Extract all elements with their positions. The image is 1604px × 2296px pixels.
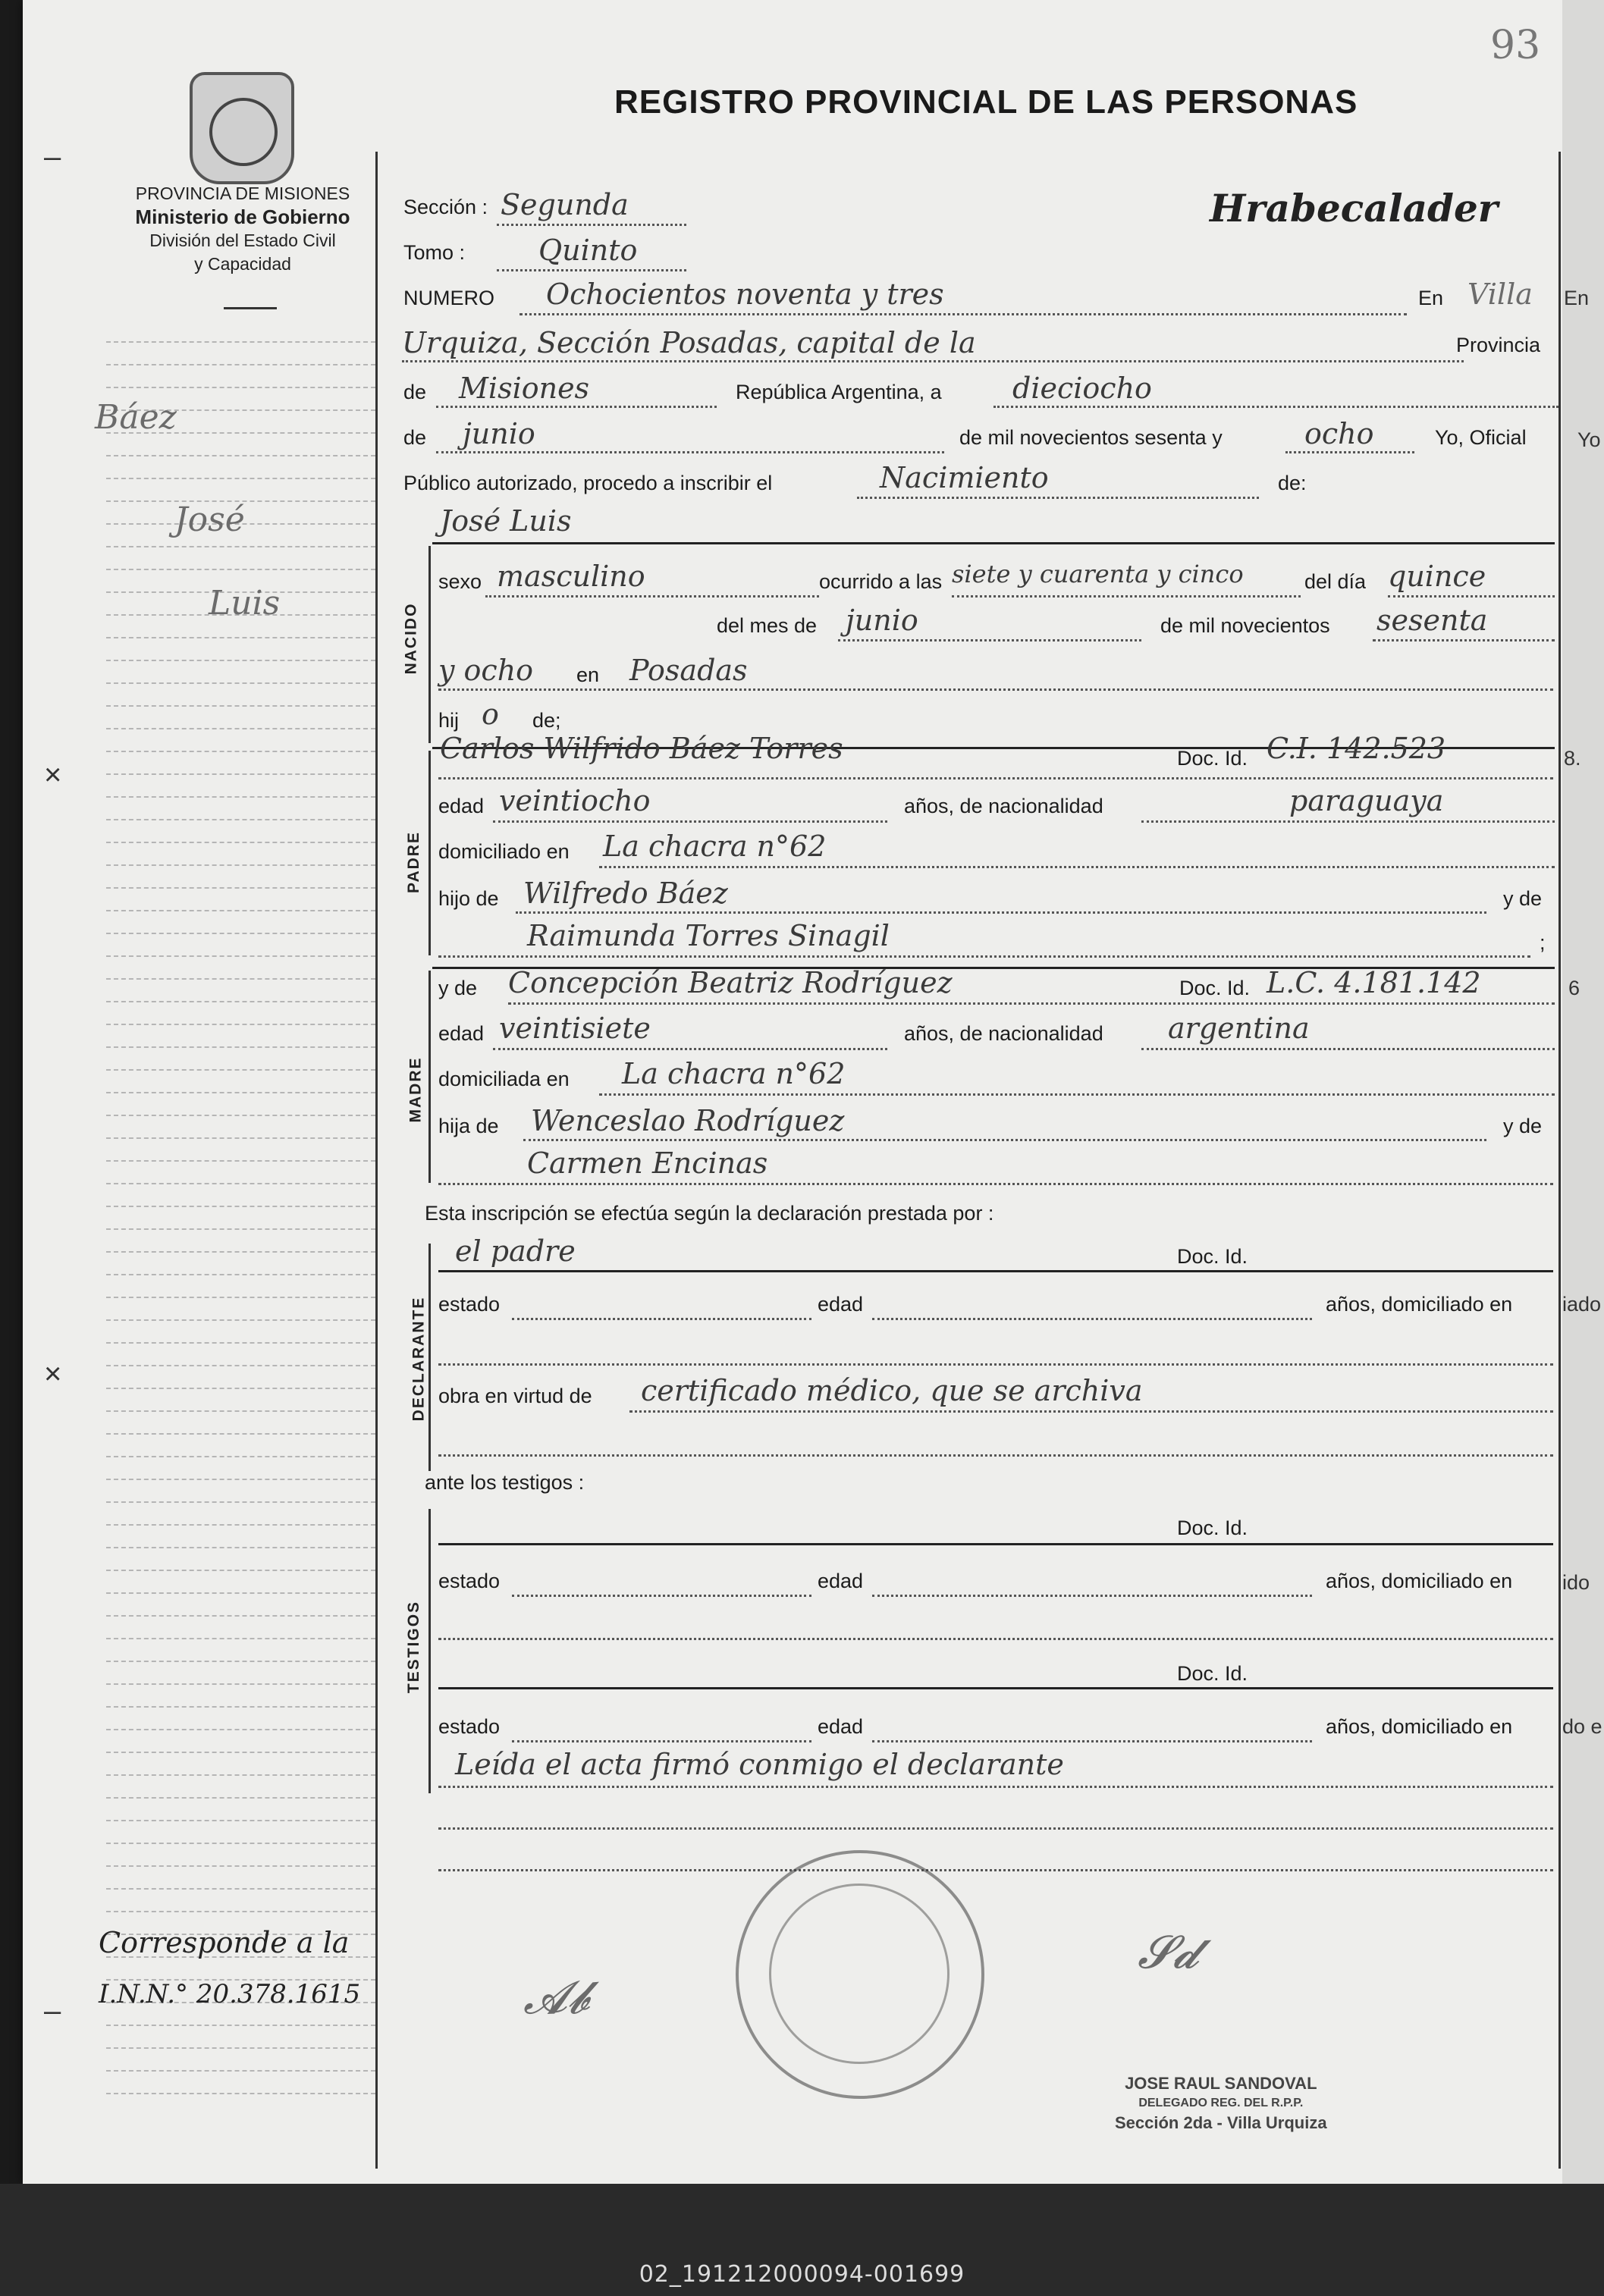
signature-declarante: 𝓐𝓫	[523, 1971, 591, 2025]
line-empty-1	[438, 1827, 1553, 1830]
margin-ruled-line	[106, 637, 375, 638]
margin-ruled-line	[106, 1183, 375, 1184]
margin-ruled-line	[106, 1752, 375, 1753]
label-estado-declarante: estado	[438, 1293, 501, 1316]
margin-ruled-line	[106, 1683, 375, 1685]
label-domiciliado-padre: domiciliado en	[438, 840, 570, 863]
value-en: Villa	[1467, 278, 1533, 311]
label-provincia: Provincia	[1456, 334, 1541, 356]
label-edad-padre: edad	[438, 795, 485, 817]
margin-ruled-line	[106, 682, 375, 684]
value-seccion: Segunda	[501, 188, 629, 221]
top-signature: Hrabecalader	[1210, 186, 1499, 231]
margin-ruled-line	[106, 1797, 375, 1799]
line-declarante	[438, 1270, 1553, 1272]
official-role: DELEGADO REG. DEL R.P.P.	[1138, 2097, 1304, 2109]
line-madre	[508, 1002, 1555, 1005]
line-madre-dom	[599, 1093, 1555, 1096]
adjacent-page-edge	[1562, 0, 1604, 2184]
line-edad-testigo-1	[872, 1595, 1312, 1597]
line-padre-edad	[493, 820, 887, 823]
margin-ruled-line	[106, 546, 375, 547]
margin-ruled-line	[106, 1638, 375, 1639]
value-lugar: Urquiza, Sección Posadas, capital de la	[402, 326, 976, 359]
value-anio: ocho	[1304, 417, 1374, 450]
section-declarante: DECLARANTE	[410, 1296, 428, 1422]
label-domiciliado-testigo-1: años, domiciliado en	[1326, 1570, 1513, 1592]
line-edad-testigo-2	[872, 1740, 1312, 1742]
line-dom-declarante	[438, 1363, 1553, 1366]
label-y-de-padre: y de	[1503, 887, 1543, 910]
margin-ruled-line	[106, 1319, 375, 1321]
label-de-colon: de:	[1278, 472, 1307, 494]
label-doc-id-madre: Doc. Id.	[1179, 977, 1251, 999]
scan-filename: 02_191212000094-001699	[639, 2261, 965, 2288]
edge-text-3: 8.	[1564, 747, 1581, 770]
line-madre-edad	[493, 1048, 887, 1050]
label-numero: NUMERO	[403, 287, 494, 309]
edge-text-7: do e	[1562, 1715, 1602, 1738]
line-anio	[1285, 451, 1414, 453]
label-domiciliado-declarante: años, domiciliado en	[1326, 1293, 1513, 1316]
line-mes	[436, 451, 944, 453]
section-bar-declarante	[428, 1244, 431, 1471]
signature-oficial: 𝓢𝓭	[1138, 1926, 1200, 1979]
binding-hole-icon: ×	[44, 758, 62, 792]
value-numero: Ochocientos noventa y tres	[546, 278, 944, 311]
margin-ruled-line	[106, 910, 375, 911]
line-madre-y-de	[438, 1183, 1553, 1185]
label-esta-inscripcion: Esta inscripción se efectúa según la declaración prestada por :	[425, 1202, 994, 1225]
margin-ruled-line	[106, 1092, 375, 1093]
label-mil-sesenta: de mil novecientos sesenta y	[959, 426, 1223, 449]
value-madre-y-de: Carmen Encinas	[527, 1146, 768, 1180]
label-y-de-madre-2: y de	[1503, 1115, 1543, 1137]
label-de: de	[403, 381, 427, 403]
section-nacido: NACIDO	[402, 602, 420, 675]
line-padre-y-de	[438, 955, 1530, 958]
margin-divider	[375, 152, 378, 2169]
division-name: División del Estado Civil	[149, 231, 336, 250]
margin-ruled-line	[106, 1024, 375, 1025]
margin-ruled-line	[106, 705, 375, 707]
label-obra: obra en virtud de	[438, 1385, 592, 1407]
section-bar-padre	[428, 751, 431, 955]
official-place: Sección 2da - Villa Urquiza	[1115, 2113, 1327, 2132]
value-hij: o	[482, 698, 499, 731]
value-obra: certificado médico, que se archiva	[641, 1374, 1143, 1407]
line-estado-testigo-2	[512, 1740, 811, 1742]
label-estado-testigo-2: estado	[438, 1715, 501, 1738]
label-edad-madre: edad	[438, 1022, 485, 1045]
margin-ruled-line	[106, 887, 375, 889]
margin-ruled-line	[106, 978, 375, 980]
margin-ruled-line	[106, 1729, 375, 1730]
line-padre	[438, 777, 1553, 779]
margin-ruled-line	[106, 819, 375, 820]
line-obra	[629, 1410, 1553, 1413]
margin-ruled-line	[106, 1069, 375, 1071]
margin-ruled-line	[106, 660, 375, 661]
right-border	[1558, 152, 1561, 2169]
province-seal	[190, 72, 294, 184]
margin-ruled-line	[106, 341, 375, 343]
value-mes: junio	[463, 417, 535, 450]
value-madre-hija-de: Wenceslao Rodríguez	[531, 1104, 845, 1137]
line-mes-nac	[838, 639, 1141, 641]
margin-ruled-line	[106, 933, 375, 934]
margin-ruled-line	[106, 1615, 375, 1617]
binding-hole-icon: –	[44, 1994, 61, 2028]
line-padre-nac	[1141, 820, 1555, 823]
margin-ruled-line	[106, 1115, 375, 1116]
line-dom-testigo-1	[438, 1638, 1553, 1640]
line-sexo	[485, 595, 819, 598]
value-padre-doc: C.I. 142.523	[1267, 732, 1446, 765]
official-name: JOSE RAUL SANDOVAL	[1125, 2074, 1317, 2093]
margin-ruled-line	[106, 364, 375, 365]
section-bar-testigos	[428, 1509, 431, 1793]
label-edad-declarante: edad	[818, 1293, 864, 1316]
value-madre-edad: veintisiete	[499, 1012, 651, 1045]
margin-ruled-line	[106, 1388, 375, 1389]
label-del-dia: del día	[1304, 570, 1367, 593]
value-padre-nac: paraguaya	[1289, 784, 1444, 817]
label-domiciliada-madre: domiciliada en	[438, 1068, 570, 1090]
margin-ruled-line	[106, 1865, 375, 1867]
issuing-authority	[91, 182, 394, 276]
binding-hole-icon: –	[44, 140, 61, 174]
line-obra-2	[438, 1454, 1553, 1457]
label-sexo: sexo	[438, 570, 482, 593]
value-nombre: José Luis	[440, 504, 572, 538]
margin-ruled-line	[106, 2025, 375, 2026]
line-lugar	[402, 360, 1464, 362]
margin-ruled-line	[106, 1479, 375, 1480]
line-padre-hijo-de	[516, 911, 1486, 914]
label-doc-id-testigo-1: Doc. Id.	[1177, 1517, 1248, 1539]
margin-ruled-line	[106, 1410, 375, 1412]
margin-ruled-line	[106, 1433, 375, 1435]
margin-ruled-line	[106, 1160, 375, 1162]
label-en-lugar: en	[576, 663, 600, 686]
margin-ruled-line	[106, 1274, 375, 1275]
label-yo-oficial: Yo, Oficial	[1435, 426, 1527, 449]
value-provincia: Misiones	[459, 372, 590, 405]
label-en: En	[1418, 287, 1444, 309]
section-madre: MADRE	[406, 1056, 425, 1123]
label-de-padres: de;	[532, 709, 561, 732]
province-name: PROVINCIA DE MISIONES	[135, 183, 350, 203]
margin-ruled-line	[106, 751, 375, 752]
margin-ruled-line	[106, 864, 375, 866]
value-declarante: el padre	[455, 1234, 576, 1268]
margin-ruled-line	[106, 1001, 375, 1002]
margin-ruled-line	[106, 1570, 375, 1571]
value-acto: Nacimiento	[880, 461, 1049, 494]
label-hijo-de: hijo de	[438, 887, 499, 910]
label-doc-id-testigo-2: Doc. Id.	[1177, 1662, 1248, 1685]
line-hora	[952, 595, 1301, 598]
label-estado-testigo-1: estado	[438, 1570, 501, 1592]
line-empty-2	[438, 1869, 1553, 1871]
header-rule	[224, 307, 277, 309]
margin-ruled-line	[106, 1206, 375, 1207]
margin-ruled-line	[106, 2070, 375, 2072]
label-ocurrido: ocurrido a las	[819, 570, 943, 593]
value-madre-dom: La chacra n°62	[622, 1057, 846, 1090]
margin-ruled-line	[106, 1820, 375, 1821]
margin-note-1: Corresponde a la	[99, 1926, 350, 1959]
margin-ruled-line	[106, 1342, 375, 1344]
official-stamp	[736, 1850, 984, 2099]
value-dia: dieciocho	[1012, 372, 1152, 405]
line-provincia	[436, 406, 717, 408]
value-padre-y-de: Raimunda Torres Sinagil	[527, 919, 890, 952]
margin-note-2: I.N.N.° 20.378.1615	[99, 1979, 361, 2009]
margin-ruled-line	[106, 1524, 375, 1526]
margin-ruled-line	[106, 2047, 375, 2049]
ministry-name: Ministerio de Gobierno	[135, 205, 350, 228]
label-mil-nov: de mil novecientos	[1160, 614, 1330, 637]
margin-ruled-line	[106, 1297, 375, 1298]
margin-ruled-line	[106, 1774, 375, 1776]
value-padre-edad: veintiocho	[499, 784, 651, 817]
label-semicolon: ;	[1540, 931, 1546, 954]
margin-ruled-line	[106, 1661, 375, 1662]
value-tomo: Quinto	[538, 234, 638, 267]
capacity-name: y Capacidad	[194, 254, 291, 274]
line-seccion	[497, 224, 686, 226]
margin-ruled-line	[106, 1046, 375, 1048]
label-nacionalidad-padre: años, de nacionalidad	[904, 795, 1103, 817]
margin-ruled-line	[106, 387, 375, 388]
value-leida: Leída el acta firmó conmigo el declarante	[455, 1748, 1064, 1781]
label-publico: Público autorizado, procedo a inscribir el	[403, 472, 773, 494]
line-lugar-nac	[438, 688, 1553, 691]
margin-ruled-line	[106, 1137, 375, 1139]
margin-ruled-line	[106, 1501, 375, 1503]
margin-surname: Báez	[95, 398, 177, 437]
section-bar-nacido	[428, 546, 431, 743]
label-tomo: Tomo :	[403, 241, 466, 264]
edge-text-6: ido	[1562, 1571, 1590, 1594]
label-republica: República Argentina, a	[736, 381, 942, 403]
label-doc-id-padre: Doc. Id.	[1177, 747, 1248, 770]
label-domiciliado-testigo-2: años, domiciliado en	[1326, 1715, 1513, 1738]
line-madre-hija-de	[523, 1139, 1486, 1141]
official-signature-block	[1115, 2074, 1327, 2133]
section-padre: PADRE	[404, 831, 422, 893]
margin-ruled-line	[106, 1843, 375, 1844]
margin-ruled-line	[106, 1547, 375, 1548]
label-y-de-madre: y de	[438, 977, 478, 999]
margin-ruled-line	[106, 1228, 375, 1230]
line-leida	[438, 1786, 1553, 1788]
margin-ruled-line	[106, 842, 375, 843]
value-madre-nac: argentina	[1168, 1012, 1310, 1045]
registry-page	[23, 0, 1562, 2184]
value-mes-nac: junio	[846, 604, 918, 637]
value-sexo: masculino	[497, 560, 645, 593]
line-edad-declarante	[872, 1318, 1312, 1320]
line-acto	[857, 497, 1259, 499]
value-dia-nac: quince	[1388, 560, 1486, 593]
margin-ruled-line	[106, 728, 375, 729]
line-testigo-2	[438, 1687, 1553, 1689]
margin-ruled-line	[106, 1365, 375, 1366]
line-tomo	[497, 269, 686, 271]
edge-text-4: 6	[1568, 977, 1580, 999]
page-title: REGISTRO PROVINCIAL DE LAS PERSONAS	[614, 83, 1358, 121]
line-numero	[519, 313, 1407, 315]
margin-ruled-line	[106, 955, 375, 957]
margin-ruled-line	[106, 773, 375, 775]
edge-text-2: Yo	[1577, 428, 1601, 451]
value-madre-doc: L.C. 4.181.142	[1267, 966, 1481, 999]
line-estado-declarante	[512, 1318, 811, 1320]
margin-ruled-line	[106, 569, 375, 570]
value-lugar-nac: Posadas	[629, 654, 748, 687]
line-anio-nac	[1373, 639, 1555, 641]
margin-ruled-line	[106, 478, 375, 479]
label-hij: hij	[438, 709, 460, 732]
margin-ruled-line	[106, 1592, 375, 1594]
margin-ruled-line	[106, 1456, 375, 1457]
line-dia	[993, 406, 1558, 408]
label-nacionalidad-madre: años, de nacionalidad	[904, 1022, 1103, 1045]
label-de-mes: de	[403, 426, 427, 449]
edge-text-5: iado	[1562, 1293, 1602, 1316]
line-madre-nac	[1141, 1048, 1555, 1050]
label-edad-testigo-1: edad	[818, 1570, 864, 1592]
value-anio-nac-1: sesenta	[1376, 604, 1488, 637]
line-nombre	[432, 542, 1555, 544]
binding-hole-icon: ×	[44, 1357, 62, 1391]
line-dia-nac	[1388, 595, 1555, 598]
line-padre-dom	[599, 866, 1555, 868]
value-padre: Carlos Wilfrido Báez Torres	[440, 732, 843, 765]
margin-ruled-line	[106, 1706, 375, 1708]
label-edad-testigo-2: edad	[818, 1715, 864, 1738]
value-madre: Concepción Beatriz Rodríguez	[508, 966, 953, 999]
label-hija-de: hija de	[438, 1115, 499, 1137]
label-doc-id-declarante: Doc. Id.	[1177, 1245, 1248, 1268]
label-del-mes: del mes de	[717, 614, 818, 637]
section-bar-madre	[428, 971, 431, 1183]
margin-ruled-line	[106, 2093, 375, 2094]
value-anio-nac-2: y ocho	[438, 654, 534, 687]
margin-ruled-line	[106, 1251, 375, 1253]
margin-ruled-line	[106, 796, 375, 798]
page-number: 93	[1490, 23, 1541, 68]
label-seccion: Sección :	[403, 196, 488, 218]
value-padre-dom: La chacra n°62	[603, 830, 827, 863]
value-hora: siete y cuarenta y cinco	[952, 560, 1244, 588]
edge-text-1: En	[1564, 287, 1590, 309]
margin-ruled-line	[106, 1888, 375, 1890]
value-padre-hijo-de: Wilfredo Báez	[523, 877, 728, 910]
label-ante-testigos: ante los testigos :	[425, 1471, 585, 1494]
margin-second-name: Luis	[209, 584, 281, 623]
line-estado-testigo-1	[512, 1595, 811, 1597]
line-testigo-1	[438, 1543, 1553, 1545]
margin-ruled-line	[106, 1911, 375, 1912]
margin-ruled-line	[106, 455, 375, 456]
margin-first-name: José	[174, 500, 245, 539]
section-testigos: TESTIGOS	[405, 1600, 423, 1694]
